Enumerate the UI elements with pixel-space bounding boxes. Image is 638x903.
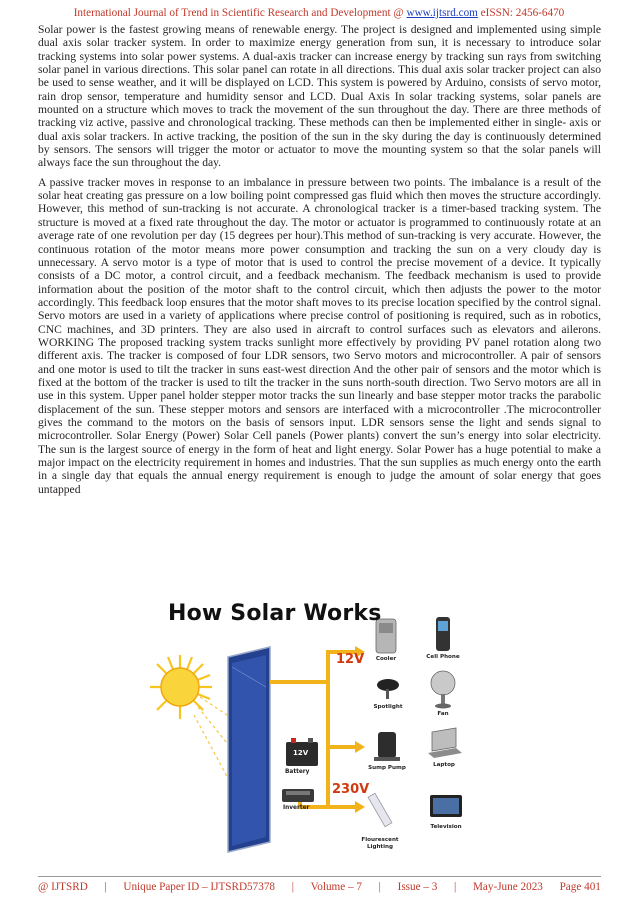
cell-phone-icon <box>436 617 450 651</box>
sun-icon <box>150 655 212 719</box>
paragraph-1: Solar power is the fastest growing means of renewable energy. The project is designed and implemented using simple dual axis solar tracker system. In order to maximize energy generation from sun, it is necessary to introduce solar tracking systems into solar power systems. A dual-axis tracker can increase energy by tracking sun rays from switching solar panel in various directions. This solar panel can rotate in all directions. This dual axis solar tracker project can also be used to sense weather, and it will be displayed on LCD. This system is powered by Arduino, consists of servo motor, rain drop sensor, temperature and humidity sensor and LCD. Dual Axis In solar tracking systems, solar panels are mounted on a structure which moves to track the movement of the sun throughout the day. There are three methods of tracking viz active, passive and chronological tracking. These methods can then be implemented either in single- axis or dual axis solar trackers. In active tracking, the position of the sun in the sky during the day is continuously determined by sensors. The sensors will trigger the motor or actuator to move the mounting system so that the solar panels will always face the sun throughout the day. <box>38 23 601 170</box>
inverter-label: Inverter <box>283 805 310 811</box>
footer-separator: | <box>104 881 107 893</box>
inverter-icon <box>282 789 314 802</box>
sump-pump-icon <box>374 732 400 761</box>
appliance-label: Cell Phone <box>426 654 460 660</box>
fan-icon <box>431 671 455 709</box>
appliance-spotlight <box>362 704 414 711</box>
footer-paper-id: Unique Paper ID – IJTSRD57378 <box>123 881 276 893</box>
journal-site-link[interactable]: www.ijtsrd.com <box>406 7 478 19</box>
appliance-cell-phone <box>417 654 469 661</box>
appliance-label: Television <box>430 824 462 830</box>
solar-works-figure <box>150 597 488 862</box>
television-icon <box>430 795 462 817</box>
appliance-label: Laptop <box>433 762 455 768</box>
article-body <box>38 23 601 502</box>
footer-date: May-June 2023 <box>472 881 543 893</box>
spotlight-icon <box>377 679 399 699</box>
appliance-fan <box>417 711 469 718</box>
appliance-label: Flourescent Lighting <box>361 837 399 850</box>
footer-rule <box>38 876 601 877</box>
footer-separator: | <box>291 881 294 893</box>
solar-diagram <box>150 597 488 862</box>
appliance-laptop <box>418 762 470 769</box>
appliance-flourescent-lighting <box>358 837 402 850</box>
paragraph-2: A passive tracker moves in response to an imbalance in pressure between two points. The imbalance is a result of the solar heat creating gas pressure on a low boiling point compressed gas fluid which then moves the structure accordingly. However, this method of sun-tracking is not accurate. A chronological tracker is a timer-based tracking system. The structure is moved at a fixed rate throughout the day. The motor or actuator is programmed to continuously rotate at an average rate of one revolution per day (15 degrees per hour).This method of sun-tracking is very accurate. However, the continuous rotation of the motor means more power consumption and tracking the sun on a very cloudy day is unnecessary. A servo motor is a type of motor that is used to control the precise movement of a device. It typically consists of a DC motor, a control circuit, and a feedback mechanism. The feedback mechanism is used to provide information about the position of the motor shaft to the control circuit, which then adjusts the power to the motor accordingly. This feedback loop ensures that the motor shaft moves to its precise location specified by the control signal. Servo motors are used in a variety of applications where precise control of positioning is required, such as in robotics, CNC machines, and 3D printers. They are also used in aircraft to control surfaces such as elevators and ailerons. WORKING The proposed tracking system tracks sunlight more effectively by providing PV panel rotation along two different axis. The tracker is composed of four LDR sensors, two Servo motors and microcontroller. A pair of sensors and one motor is used to tilt the tracker in suns east-west direction And the other pair of sensors and the motor which is fixed at the bottom of the tracker is used to tilt the tracker in the suns north-south direction. Two Servo motors are all in use in this system. Upper panel holder stepper motor tracks the sun linearly and base stepper motor tracks the parabolic displacement of the sun. These stepper motors and sensors are interfaced with a microcontroller .The microcontroller gives the command to the motors on the basis of sensors input. LDR sensors sense the light and sends signal to microcontroller. Solar Energy (Power) Solar Cell panels (Power plants) convert the sun’s energy into solar electricity. The sun is the largest source of energy in the form of heat and light energy. Solar Power has a huge potential to make a major impact on the electricity requirement in homes and industries. That the sun supplies as much energy onto the earth in a single day that equals the annual energy requirement is enough to judge the amount of solar energy that goes untapped <box>38 175 601 496</box>
flourescent-lighting-icon <box>368 793 392 826</box>
appliance-television <box>420 824 472 831</box>
footer-separator: | <box>378 881 381 893</box>
dc-voltage-label: 12V <box>336 652 365 667</box>
battery-voltage-text: 12V <box>293 749 309 757</box>
appliance-cooler <box>360 656 412 663</box>
running-footer <box>38 881 601 893</box>
footer-volume: Volume – 7 <box>310 881 362 893</box>
issn: eISSN: 2456-6470 <box>480 7 565 19</box>
appliance-label: Fan <box>437 711 449 717</box>
laptop-icon <box>428 728 462 758</box>
appliance-label: Cooler <box>375 656 397 662</box>
solar-panel-icon <box>228 647 270 852</box>
footer-separator: | <box>454 881 457 893</box>
figure-title: How Solar Works <box>168 601 382 626</box>
appliance-label: Sump Pump <box>368 765 406 771</box>
battery-label: Battery <box>285 769 310 775</box>
appliance-sump-pump <box>361 765 413 772</box>
journal-name: International Journal of Trend in Scientific Research and Development @ <box>73 7 404 19</box>
running-header <box>0 6 638 20</box>
appliance-label: Spotlight <box>373 704 403 710</box>
footer-issue: Issue – 3 <box>397 881 438 893</box>
footer-journal: @ IJTSRD <box>38 881 88 893</box>
footer-page: Page 401 <box>559 881 601 893</box>
ac-voltage-label: 230V <box>332 782 370 797</box>
ray-lines <box>194 697 230 782</box>
